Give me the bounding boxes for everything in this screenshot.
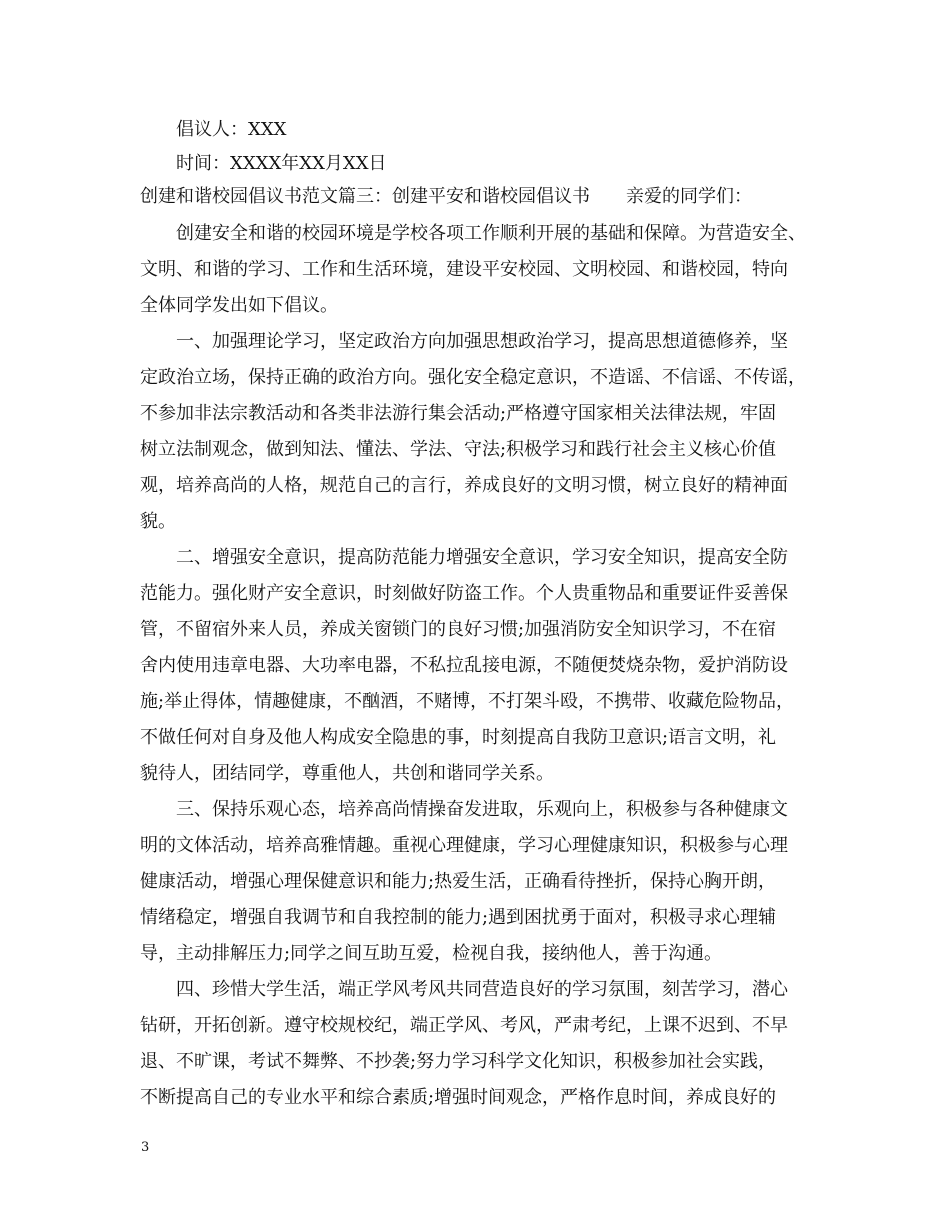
paragraph-line: 三、保持乐观心态，培养高尚情操奋发进取，乐观向上，积极参与各种健康文 <box>176 799 788 820</box>
paragraph-line: 不做任何对自身及他人构成安全隐患的事，时刻提高自我防卫意识;语言文明，礼 <box>140 727 777 748</box>
page-number: 3 <box>141 1140 150 1155</box>
paragraph-line: 舍内使用违章电器、大功率电器，不私拉乱接电源，不随便焚烧杂物，爱护消防设 <box>140 655 788 676</box>
paragraph-line: 观，培养高尚的人格，规范自己的言行，养成良好的文明习惯，树立良好的精神面 <box>140 475 788 496</box>
paragraph-line: 明的文体活动，培养高雅情趣。重视心理健康，学习心理健康知识，积极参与心理 <box>140 835 788 856</box>
paragraph-line: 健康活动，增强心理保健意识和能力;热爱生活，正确看待挫折，保持心胸开朗， <box>140 871 777 892</box>
section-title-line: 创建和谐校园倡议书范文篇三：创建平安和谐校园倡议书 亲爱的同学们： <box>140 186 752 207</box>
paragraph-line: 施;举止得体，情趣健康，不酗酒，不赌博，不打架斗殴，不携带、收藏危险物品， <box>140 691 795 712</box>
paragraph-line: 全体同学发出如下倡议。 <box>140 295 338 316</box>
paragraph-line: 管，不留宿外来人员，养成关窗锁门的良好习惯;加强消防安全知识学习，不在宿 <box>140 619 777 640</box>
paragraph-line: 不断提高自己的专业水平和综合素质;增强时间观念，严格作息时间，养成良好的 <box>140 1087 777 1108</box>
paragraph-line: 貌待人，团结同学，尊重他人，共创和谐同学关系。 <box>140 763 554 784</box>
paragraph-line: 一、加强理论学习，坚定政治方向加强思想政治学习，提高思想道德修养，坚 <box>176 331 788 352</box>
date-line: 时间：XXXX年XX月XX日 <box>176 153 387 174</box>
paragraph-line: 情绪稳定，增强自我调节和自我控制的能力;遇到困扰勇于面对，积极寻求心理辅 <box>140 907 777 928</box>
paragraph-line: 貌。 <box>140 511 176 532</box>
paragraph-line: 树立法制观念，做到知法、懂法、学法、守法;积极学习和践行社会主义核心价值 <box>140 439 777 460</box>
paragraph-line: 定政治立场，保持正确的政治方向。强化安全稳定意识，不造谣、不信谣、不传谣， <box>140 367 806 388</box>
paragraph-line: 退、不旷课，考试不舞弊、不抄袭;努力学习科学文化知识，积极参加社会实践， <box>140 1051 777 1072</box>
paragraph-line: 不参加非法宗教活动和各类非法游行集会活动;严格遵守国家相关法律法规，牢固 <box>140 403 777 424</box>
paragraph-line: 导，主动排解压力;同学之间互助互爱，检视自我，接纳他人，善于沟通。 <box>140 943 723 964</box>
paragraph-line: 创建安全和谐的校园环境是学校各项工作顺利开展的基础和保障。为营造安全、 <box>176 223 806 244</box>
initiator-line: 倡议人：XXX <box>176 119 287 140</box>
paragraph-line: 四、珍惜大学生活，端正学风考风共同营造良好的学习氛围，刻苦学习，潜心 <box>176 979 788 1000</box>
paragraph-line: 范能力。强化财产安全意识，时刻做好防盗工作。个人贵重物品和重要证件妥善保 <box>140 583 788 604</box>
paragraph-line: 文明、和谐的学习、工作和生活环境，建设平安校园、文明校园、和谐校园，特向 <box>140 259 788 280</box>
paragraph-line: 钻研，开拓创新。遵守校规校纪，端正学风、考风，严肃考纪，上课不迟到、不早 <box>140 1015 788 1036</box>
paragraph-line: 二、增强安全意识，提高防范能力增强安全意识，学习安全知识，提高安全防 <box>176 547 788 568</box>
